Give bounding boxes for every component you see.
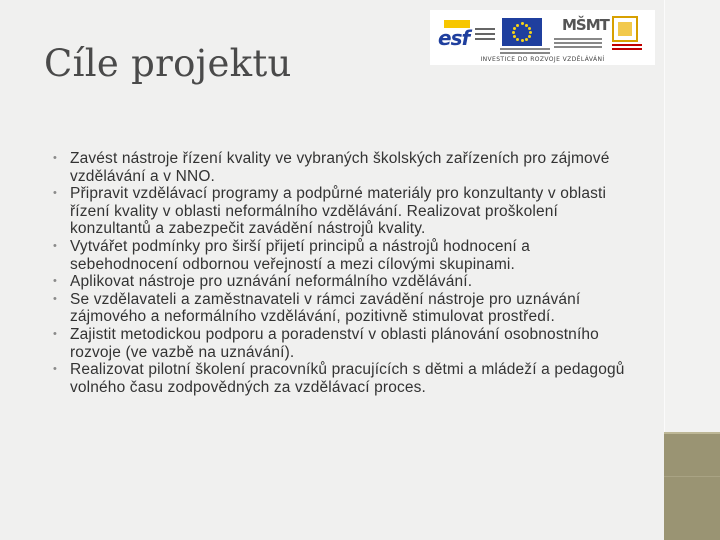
logo-footer-text: INVESTICE DO ROZVOJE VZDĚLÁVÁNÍ: [480, 56, 605, 63]
bullet-icon: •: [53, 152, 58, 164]
list-item: [52, 238, 637, 273]
list-item: [52, 150, 637, 185]
bullet-icon: •: [53, 187, 58, 200]
bullet-icon: •: [53, 239, 58, 252]
list-item: [52, 273, 637, 291]
list-item: [52, 361, 637, 396]
list-item: [52, 185, 637, 238]
esf-wordmark: esf: [438, 26, 470, 50]
objectives-list: [52, 150, 637, 396]
bullet-icon: •: [53, 327, 58, 340]
eu-caption: [500, 48, 550, 56]
list-item-text: Aplikovat nástroje pro uznávání neformálního vzdělávání.: [70, 273, 473, 291]
list-item-text: Zajistit metodickou podporu a poradenství v oblasti plánování osobnostního rozvoje (ve vazbě na uznávání).: [70, 325, 599, 361]
eu-star-ring-icon: [512, 22, 532, 42]
funding-logos: [430, 10, 655, 65]
op-vk-logo: [612, 16, 638, 42]
bullet-icon: •: [53, 363, 58, 376]
decorative-side-bar: [664, 0, 720, 540]
list-item-text: Se vzdělavateli a zaměstnavateli v rámci zavádění nástroje pro uznávání zájmového a neformálního vzdělávání, pozitivně stimulovat prostředí.: [70, 290, 581, 326]
accent-block: [664, 432, 720, 540]
op-vk-caption: [612, 44, 642, 52]
msmt-caption: [554, 38, 602, 50]
list-item-text: Vytvářet podmínky pro širší přijetí principů a nástrojů hodnocení a sebehodnocení odbornou veřejností a mezi cílovými skupinami.: [70, 237, 531, 273]
msmt-wordmark: MŠMT: [562, 16, 609, 34]
esf-caption: [475, 28, 495, 43]
list-item-text: Realizovat pilotní školení pracovníků pracujících s dětmi a mládeží a pedagogů volného času zodpovědných za vzdělávací proces.: [70, 361, 625, 396]
bullet-icon: •: [53, 292, 58, 305]
list-item: [52, 291, 637, 326]
bullet-icon: •: [53, 275, 58, 288]
list-item-text: Připravit vzdělávací programy a podpůrné materiály pro konzultanty v oblasti řízení kvality v oblasti neformálního vzdělávání. Realizovat proškolení konzultantů a zabezpečit zavádění nástrojů kvality.: [70, 185, 607, 238]
eu-flag-logo: [502, 18, 542, 46]
esf-logo: [438, 18, 496, 52]
msmt-logo: [554, 16, 609, 56]
slide-title: Cíle projektu: [44, 42, 292, 85]
list-item: [52, 326, 637, 361]
list-item-text: Zavést nástroje řízení kvality ve vybraných školských zařízeních pro zájmové vzdělávání a v NNO.: [70, 150, 610, 185]
